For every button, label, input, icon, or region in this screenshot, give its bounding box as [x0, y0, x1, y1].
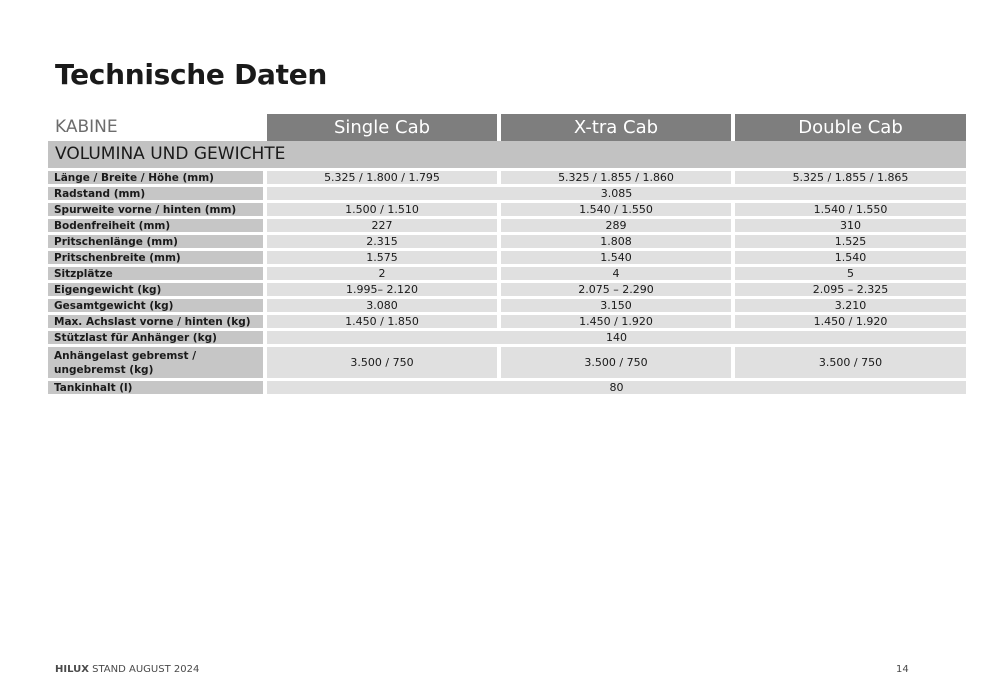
table-header-row: [48, 114, 966, 141]
cell-single-cab: 227: [267, 219, 497, 232]
table-row: [48, 219, 966, 232]
column-header-double-cab: Double Cab: [735, 114, 966, 141]
cell-xtra-cab: 3.150: [501, 299, 731, 312]
row-label: Spurweite vorne / hinten (mm): [48, 203, 263, 216]
cell-single-cab: 2.315: [267, 235, 497, 248]
cell-xtra-cab: 1.540 / 1.550: [501, 203, 731, 216]
cell-single-cab: 3.080: [267, 299, 497, 312]
table-row: [48, 235, 966, 248]
row-label: Max. Achslast vorne / hinten (kg): [48, 315, 263, 328]
cell-merged: 3.085: [267, 187, 966, 200]
cell-single-cab: 1.500 / 1.510: [267, 203, 497, 216]
cell-double-cab: 5: [735, 267, 966, 280]
cell-double-cab: 3.500 / 750: [735, 347, 966, 378]
section-heading: VOLUMINA UND GEWICHTE: [48, 141, 966, 168]
cell-double-cab: 2.095 – 2.325: [735, 283, 966, 296]
cell-xtra-cab: 289: [501, 219, 731, 232]
cell-double-cab: 310: [735, 219, 966, 232]
cell-double-cab: 1.450 / 1.920: [735, 315, 966, 328]
table-row: [48, 347, 966, 378]
cell-xtra-cab: 1.450 / 1.920: [501, 315, 731, 328]
cell-xtra-cab: 1.808: [501, 235, 731, 248]
table-row: [48, 187, 966, 200]
table-row: [48, 381, 966, 394]
cell-single-cab: 1.575: [267, 251, 497, 264]
row-label: Länge / Breite / Höhe (mm): [48, 171, 263, 184]
row-label: Pritschenlänge (mm): [48, 235, 263, 248]
row-label: Bodenfreiheit (mm): [48, 219, 263, 232]
cell-double-cab: 3.210: [735, 299, 966, 312]
cell-single-cab: 1.450 / 1.850: [267, 315, 497, 328]
cell-xtra-cab: 2.075 – 2.290: [501, 283, 731, 296]
page-number: 14: [896, 664, 909, 675]
cell-xtra-cab: 1.540: [501, 251, 731, 264]
row-label: Tankinhalt (l): [48, 381, 263, 394]
cell-single-cab: 5.325 / 1.800 / 1.795: [267, 171, 497, 184]
kabine-header: KABINE: [55, 117, 118, 137]
cell-single-cab: 1.995– 2.120: [267, 283, 497, 296]
footer-stand-text: STAND AUGUST 2024: [92, 664, 200, 675]
table-row: [48, 315, 966, 328]
table-row: [48, 283, 966, 296]
cell-double-cab: 1.540 / 1.550: [735, 203, 966, 216]
page-title: Technische Daten: [55, 58, 328, 91]
row-label: Anhängelast gebremst / ungebremst (kg): [48, 347, 263, 378]
row-label: Radstand (mm): [48, 187, 263, 200]
cell-xtra-cab: 5.325 / 1.855 / 1.860: [501, 171, 731, 184]
cell-merged: 140: [267, 331, 966, 344]
row-label: Gesamtgewicht (kg): [48, 299, 263, 312]
cell-double-cab: 1.525: [735, 235, 966, 248]
cell-double-cab: 5.325 / 1.855 / 1.865: [735, 171, 966, 184]
cell-single-cab: 2: [267, 267, 497, 280]
column-header-xtra-cab: X-tra Cab: [501, 114, 731, 141]
table-row: [48, 331, 966, 344]
cell-double-cab: 1.540: [735, 251, 966, 264]
row-label: Sitzplätze: [48, 267, 263, 280]
table-row: [48, 299, 966, 312]
footer-stand: [55, 664, 199, 675]
table-row: [48, 251, 966, 264]
column-header-single-cab: Single Cab: [267, 114, 497, 141]
table-row: [48, 267, 966, 280]
table-row: [48, 203, 966, 216]
row-label: Pritschenbreite (mm): [48, 251, 263, 264]
cell-merged: 80: [267, 381, 966, 394]
cell-single-cab: 3.500 / 750: [267, 347, 497, 378]
cell-xtra-cab: 3.500 / 750: [501, 347, 731, 378]
cell-xtra-cab: 4: [501, 267, 731, 280]
row-label: Stützlast für Anhänger (kg): [48, 331, 263, 344]
table-row: [48, 171, 966, 184]
spec-table: [48, 114, 966, 394]
footer-brand: HILUX: [55, 664, 89, 675]
row-label: Eigengewicht (kg): [48, 283, 263, 296]
